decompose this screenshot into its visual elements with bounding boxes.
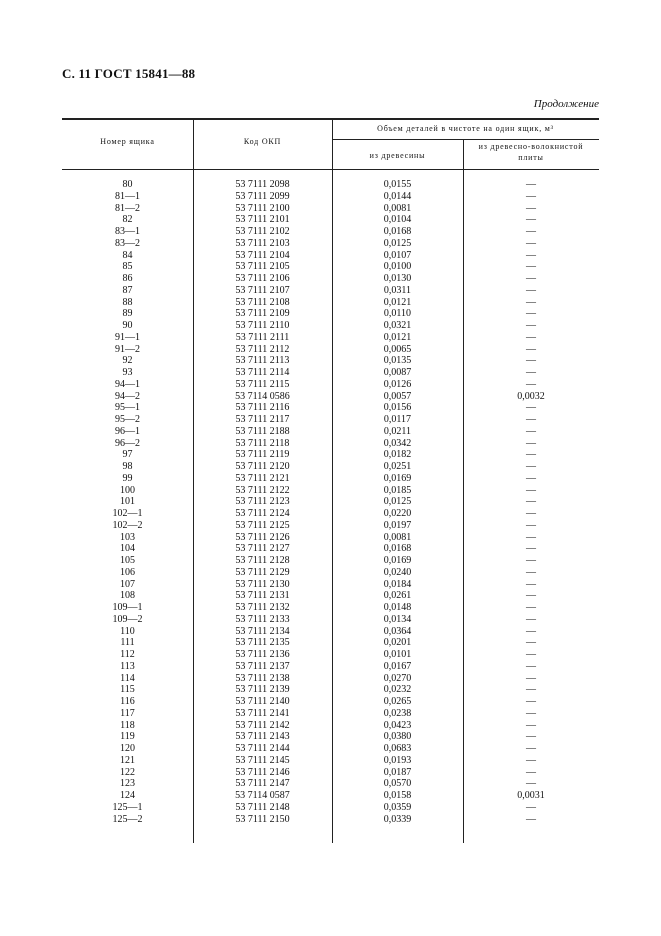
- table-row: [62, 261, 599, 273]
- okp-code-cell: 53 7111 2111: [235, 331, 290, 343]
- fiberboard-volume-cell: —: [526, 202, 536, 214]
- wood-volume-cell: 0,0311: [383, 284, 412, 296]
- okp-code-cell: 53 7111 2128: [235, 555, 290, 566]
- table-row: [62, 320, 599, 332]
- table-row: [62, 520, 599, 532]
- table-row: [62, 203, 599, 215]
- okp-code-cell: 53 7111 2105: [235, 261, 290, 273]
- table-row: [62, 696, 599, 708]
- okp-code-cell: 53 7111 2125: [235, 519, 290, 531]
- wood-volume-cell: 0,0148: [383, 602, 412, 613]
- wood-volume-cell: 0,0104: [383, 214, 412, 226]
- box-number-cell: 120: [120, 743, 135, 754]
- table-row: [62, 179, 599, 191]
- wood-volume-cell: 0,0184: [383, 578, 412, 590]
- box-number-cell: 115: [120, 684, 135, 696]
- box-number-cell: 94—1: [115, 378, 140, 390]
- table-row: [62, 414, 599, 426]
- wood-volume-cell: 0,0359: [383, 801, 412, 813]
- okp-code-cell: 53 7111 2123: [235, 496, 290, 508]
- fiberboard-volume-cell: —: [526, 743, 536, 754]
- table-row: [62, 802, 599, 814]
- table-row: [62, 273, 599, 285]
- table-row: [62, 344, 599, 356]
- fiberboard-volume-cell: —: [526, 414, 536, 425]
- okp-code-cell: 53 7111 2108: [235, 296, 290, 308]
- fiberboard-volume-cell: —: [526, 261, 536, 273]
- wood-volume-cell: 0,0087: [383, 367, 412, 378]
- fiberboard-volume-cell: —: [526, 660, 536, 672]
- fiberboard-volume-cell: —: [526, 284, 536, 296]
- wood-volume-cell: 0,0169: [383, 555, 412, 566]
- wood-volume-cell: 0,0321: [383, 320, 412, 331]
- table-row: [62, 449, 599, 461]
- wood-volume-cell: 0,0158: [383, 790, 412, 801]
- fiberboard-volume-cell: —: [526, 731, 536, 743]
- fiberboard-volume-cell: —: [526, 355, 536, 367]
- okp-code-cell: 53 7111 2144: [235, 743, 290, 754]
- box-number-cell: 95—2: [115, 414, 140, 425]
- okp-code-cell: 53 7111 2099: [235, 190, 290, 202]
- fiberboard-volume-cell: —: [526, 590, 536, 602]
- fiberboard-volume-cell: 0,0032: [517, 390, 545, 402]
- table-row: [62, 755, 599, 767]
- table-row: [62, 297, 599, 309]
- wood-volume-cell: 0,0265: [383, 696, 412, 707]
- box-number-cell: 90: [122, 320, 133, 331]
- okp-code-cell: 53 7111 2102: [235, 226, 290, 237]
- box-number-cell: 83—2: [115, 237, 140, 249]
- okp-code-cell: 53 7111 2142: [235, 719, 290, 731]
- fiberboard-volume-cell: —: [526, 649, 536, 660]
- okp-code-cell: 53 7111 2139: [235, 684, 290, 696]
- wood-volume-cell: 0,0081: [383, 202, 412, 214]
- fiberboard-volume-cell: —: [526, 813, 536, 825]
- okp-code-cell: 53 7111 2129: [235, 566, 290, 578]
- table-row: [62, 332, 599, 344]
- okp-code-cell: 53 7114 0587: [235, 790, 290, 801]
- table-row: [62, 308, 599, 320]
- fiberboard-volume-cell: —: [526, 273, 536, 284]
- fiberboard-volume-cell: —: [526, 801, 536, 813]
- okp-code-cell: 53 7111 2132: [235, 602, 290, 613]
- wood-volume-cell: 0,0182: [383, 449, 412, 461]
- box-number-cell: 114: [120, 672, 135, 684]
- table-row: [62, 778, 599, 790]
- fiberboard-volume-cell: —: [526, 308, 536, 320]
- table-row: [62, 814, 599, 826]
- table-row: [62, 649, 599, 661]
- okp-code-cell: 53 7111 2136: [235, 649, 290, 660]
- table-row: [62, 226, 599, 238]
- fiberboard-volume-cell: —: [526, 484, 536, 496]
- fiberboard-volume-cell: —: [526, 226, 536, 237]
- table-row: [62, 602, 599, 614]
- table-row: [62, 238, 599, 250]
- table-row: [62, 355, 599, 367]
- okp-code-cell: 53 7111 2107: [235, 284, 290, 296]
- wood-volume-cell: 0,0423: [383, 719, 412, 731]
- wood-volume-cell: 0,0155: [383, 179, 412, 190]
- box-number-cell: 82: [122, 214, 133, 226]
- okp-code-cell: 53 7111 2118: [235, 437, 290, 449]
- wood-volume-cell: 0,0167: [383, 660, 412, 672]
- table-row: [62, 720, 599, 732]
- fiberboard-volume-cell: —: [526, 578, 536, 590]
- box-number-cell: 96—1: [115, 425, 140, 437]
- box-number-cell: 124: [120, 790, 135, 801]
- header-fiberboard-line1: из древесно-волокнистой: [478, 142, 584, 151]
- table-row: [62, 708, 599, 720]
- okp-code-cell: 53 7111 2147: [235, 778, 290, 790]
- table-row: [62, 250, 599, 262]
- wood-volume-cell: 0,0364: [383, 625, 412, 637]
- wood-volume-cell: 0,0187: [383, 766, 412, 778]
- fiberboard-volume-cell: —: [526, 214, 536, 226]
- box-number-cell: 109—1: [112, 602, 143, 613]
- fiberboard-volume-cell: —: [526, 531, 536, 543]
- fiberboard-volume-cell: —: [526, 402, 536, 414]
- box-number-cell: 116: [120, 696, 135, 707]
- wood-volume-cell: 0,0110: [383, 308, 412, 320]
- fiberboard-volume-cell: —: [526, 296, 536, 308]
- box-number-cell: 117: [120, 707, 135, 719]
- box-number-cell: 98: [122, 461, 133, 472]
- okp-code-cell: 53 7111 2122: [235, 484, 290, 496]
- fiberboard-volume-cell: —: [526, 237, 536, 249]
- fiberboard-volume-cell: —: [526, 190, 536, 202]
- fiberboard-volume-cell: —: [526, 707, 536, 719]
- table-row: [62, 191, 599, 203]
- header-fiberboard: [463, 141, 599, 163]
- wood-volume-cell: 0,0261: [383, 590, 412, 602]
- box-number-cell: 107: [120, 578, 135, 590]
- fiberboard-volume-cell: —: [526, 367, 536, 378]
- box-number-cell: 95—1: [115, 402, 140, 414]
- box-number-cell: 108: [120, 590, 135, 602]
- box-number-cell: 121: [120, 754, 135, 766]
- wood-volume-cell: 0,0380: [383, 731, 412, 743]
- table-row: [62, 743, 599, 755]
- wood-volume-cell: 0,0135: [383, 355, 412, 367]
- table-row: [62, 473, 599, 485]
- okp-code-cell: 53 7111 2130: [235, 578, 290, 590]
- fiberboard-volume-cell: —: [526, 320, 536, 331]
- header-mid-rule: [332, 139, 599, 140]
- box-number-cell: 94—2: [115, 390, 140, 402]
- fiberboard-volume-cell: —: [526, 719, 536, 731]
- okp-code-cell: 53 7111 2113: [235, 355, 290, 367]
- box-number-cell: 113: [120, 660, 135, 672]
- wood-volume-cell: 0,0081: [383, 531, 412, 543]
- fiberboard-volume-cell: —: [526, 519, 536, 531]
- okp-code-cell: 53 7111 2117: [235, 414, 290, 425]
- table-row: [62, 532, 599, 544]
- box-number-cell: 84: [122, 249, 133, 261]
- wood-volume-cell: 0,0117: [383, 414, 412, 425]
- fiberboard-volume-cell: —: [526, 378, 536, 390]
- fiberboard-volume-cell: —: [526, 461, 536, 472]
- okp-code-cell: 53 7111 2126: [235, 531, 290, 543]
- table-row: [62, 426, 599, 438]
- table-row: [62, 684, 599, 696]
- wood-volume-cell: 0,0169: [383, 472, 412, 484]
- wood-volume-cell: 0,0342: [383, 437, 412, 449]
- fiberboard-volume-cell: —: [526, 425, 536, 437]
- okp-code-cell: 53 7114 0586: [235, 390, 290, 402]
- box-number-cell: 105: [120, 555, 135, 566]
- table-row: [62, 579, 599, 591]
- okp-code-cell: 53 7111 2110: [235, 320, 290, 331]
- okp-code-cell: 53 7111 2150: [235, 813, 290, 825]
- wood-volume-cell: 0,0121: [383, 296, 412, 308]
- table-row: [62, 438, 599, 450]
- fiberboard-volume-cell: —: [526, 696, 536, 707]
- table-top-rule: [62, 118, 599, 120]
- okp-code-cell: 53 7111 2188: [235, 425, 290, 437]
- fiberboard-volume-cell: —: [526, 766, 536, 778]
- okp-code-cell: 53 7111 2143: [235, 731, 290, 743]
- fiberboard-volume-cell: —: [526, 249, 536, 261]
- box-number-cell: 103: [120, 531, 135, 543]
- fiberboard-volume-cell: —: [526, 437, 536, 449]
- okp-code-cell: 53 7111 2115: [235, 378, 290, 390]
- box-number-cell: 125—2: [112, 813, 143, 825]
- fiberboard-volume-cell: —: [526, 496, 536, 508]
- table-row: [62, 614, 599, 626]
- table-row: [62, 590, 599, 602]
- table-row: [62, 461, 599, 473]
- box-number-cell: 102—1: [112, 508, 143, 519]
- wood-volume-cell: 0,0057: [383, 390, 412, 402]
- box-number-cell: 93: [122, 367, 133, 378]
- okp-code-cell: 53 7111 2145: [235, 754, 290, 766]
- fiberboard-volume-cell: —: [526, 684, 536, 696]
- wood-volume-cell: 0,0201: [383, 637, 412, 649]
- table-row: [62, 391, 599, 403]
- wood-volume-cell: 0,0193: [383, 754, 412, 766]
- okp-code-cell: 53 7111 2131: [235, 590, 290, 602]
- box-number-cell: 109—2: [112, 613, 143, 625]
- table-row: [62, 285, 599, 297]
- okp-code-cell: 53 7111 2133: [235, 613, 290, 625]
- wood-volume-cell: 0,0121: [383, 331, 412, 343]
- fiberboard-volume-cell: —: [526, 778, 536, 790]
- okp-code-cell: 53 7111 2120: [235, 461, 290, 472]
- box-number-cell: 101: [120, 496, 135, 508]
- fiberboard-volume-cell: —: [526, 625, 536, 637]
- okp-code-cell: 53 7111 2109: [235, 308, 290, 320]
- okp-code-cell: 53 7111 2098: [235, 179, 290, 190]
- table-row: [62, 731, 599, 743]
- table-row: [62, 214, 599, 226]
- box-number-cell: 125—1: [112, 801, 143, 813]
- table-row: [62, 485, 599, 497]
- okp-code-cell: 53 7111 2140: [235, 696, 290, 707]
- okp-code-cell: 53 7111 2127: [235, 543, 290, 555]
- fiberboard-volume-cell: —: [526, 566, 536, 578]
- box-number-cell: 96—2: [115, 437, 140, 449]
- table-row: [62, 637, 599, 649]
- okp-code-cell: 53 7111 2138: [235, 672, 290, 684]
- fiberboard-volume-cell: —: [526, 754, 536, 766]
- wood-volume-cell: 0,0134: [383, 613, 412, 625]
- wood-volume-cell: 0,0100: [383, 261, 412, 273]
- page-title: С. 11 ГОСТ 15841—88: [62, 66, 196, 81]
- okp-code-cell: 53 7111 2104: [235, 249, 290, 261]
- box-number-cell: 91—2: [115, 343, 140, 355]
- table-row: [62, 661, 599, 673]
- okp-code-cell: 53 7111 2148: [235, 801, 290, 813]
- fiberboard-volume-cell: 0,0031: [517, 790, 545, 801]
- box-number-cell: 102—2: [112, 519, 143, 531]
- header-volume-group: Объем деталей в чистоте на один ящик, м³: [377, 124, 554, 133]
- box-number-cell: 80: [122, 179, 133, 190]
- fiberboard-volume-cell: —: [526, 637, 536, 649]
- fiberboard-volume-cell: —: [526, 555, 536, 566]
- table-row: [62, 626, 599, 638]
- box-number-cell: 92: [122, 355, 133, 367]
- header-box-number: Номер ящика: [100, 137, 155, 146]
- okp-code-cell: 53 7111 2114: [235, 367, 290, 378]
- okp-code-cell: 53 7111 2135: [235, 637, 290, 649]
- wood-volume-cell: 0,0185: [383, 484, 412, 496]
- box-number-cell: 89: [122, 308, 133, 320]
- header-okp-code: Код ОКП: [243, 137, 282, 146]
- box-number-cell: 86: [122, 273, 133, 284]
- wood-volume-cell: 0,0125: [383, 237, 412, 249]
- wood-volume-cell: 0,0211: [383, 425, 412, 437]
- okp-code-cell: 53 7111 2106: [235, 273, 290, 284]
- box-number-cell: 106: [120, 566, 135, 578]
- box-number-cell: 122: [120, 766, 135, 778]
- wood-volume-cell: 0,0251: [383, 461, 412, 472]
- fiberboard-volume-cell: —: [526, 672, 536, 684]
- wood-volume-cell: 0,0130: [383, 273, 412, 284]
- continued-label: Продолжение: [533, 98, 599, 110]
- okp-code-cell: 53 7111 2121: [235, 472, 290, 484]
- wood-volume-cell: 0,0683: [383, 743, 412, 754]
- header-bottom-rule: [62, 169, 599, 170]
- table-row: [62, 767, 599, 779]
- header-fiberboard-line2: плиты: [518, 153, 544, 162]
- okp-code-cell: 53 7111 2112: [235, 343, 290, 355]
- okp-code-cell: 53 7111 2141: [235, 707, 290, 719]
- fiberboard-volume-cell: —: [526, 602, 536, 613]
- wood-volume-cell: 0,0339: [383, 813, 412, 825]
- box-number-cell: 110: [120, 625, 135, 637]
- box-number-cell: 119: [120, 731, 135, 743]
- okp-code-cell: 53 7111 2116: [235, 402, 290, 414]
- box-number-cell: 87: [122, 284, 133, 296]
- wood-volume-cell: 0,0570: [383, 778, 412, 790]
- table-row: [62, 673, 599, 685]
- fiberboard-volume-cell: —: [526, 508, 536, 519]
- table-row: [62, 496, 599, 508]
- wood-volume-cell: 0,0168: [383, 543, 412, 555]
- box-number-cell: 97: [122, 449, 133, 461]
- box-number-cell: 83—1: [115, 226, 140, 237]
- box-number-cell: 111: [120, 637, 135, 649]
- box-number-cell: 81—2: [115, 202, 140, 214]
- wood-volume-cell: 0,0270: [383, 672, 412, 684]
- box-number-cell: 81—1: [115, 190, 140, 202]
- okp-code-cell: 53 7111 2134: [235, 625, 290, 637]
- fiberboard-volume-cell: —: [526, 543, 536, 555]
- box-number-cell: 118: [120, 719, 135, 731]
- table-row: [62, 543, 599, 555]
- fiberboard-volume-cell: —: [526, 613, 536, 625]
- okp-code-cell: 53 7111 2119: [235, 449, 290, 461]
- box-number-cell: 104: [120, 543, 135, 555]
- okp-code-cell: 53 7111 2100: [235, 202, 290, 214]
- table-row: [62, 402, 599, 414]
- box-number-cell: 99: [122, 472, 133, 484]
- box-number-cell: 123: [120, 778, 135, 790]
- okp-code-cell: 53 7111 2124: [235, 508, 290, 519]
- wood-volume-cell: 0,0156: [383, 402, 412, 414]
- box-number-cell: 91—1: [115, 331, 140, 343]
- fiberboard-volume-cell: —: [526, 331, 536, 343]
- wood-volume-cell: 0,0238: [383, 707, 412, 719]
- okp-code-cell: 53 7111 2146: [235, 766, 290, 778]
- table-row: [62, 367, 599, 379]
- fiberboard-volume-cell: —: [526, 449, 536, 461]
- wood-volume-cell: 0,0107: [383, 249, 412, 261]
- table-row: [62, 555, 599, 567]
- table-row: [62, 508, 599, 520]
- table-row: [62, 379, 599, 391]
- wood-volume-cell: 0,0125: [383, 496, 412, 508]
- wood-volume-cell: 0,0144: [383, 190, 412, 202]
- wood-volume-cell: 0,0197: [383, 519, 412, 531]
- wood-volume-cell: 0,0168: [383, 226, 412, 237]
- table-row: [62, 790, 599, 802]
- wood-volume-cell: 0,0232: [383, 684, 412, 696]
- box-number-cell: 112: [120, 649, 135, 660]
- fiberboard-volume-cell: —: [526, 179, 536, 190]
- wood-volume-cell: 0,0126: [383, 378, 412, 390]
- okp-code-cell: 53 7111 2137: [235, 660, 290, 672]
- fiberboard-volume-cell: —: [526, 343, 536, 355]
- box-number-cell: 88: [122, 296, 133, 308]
- wood-volume-cell: 0,0065: [383, 343, 412, 355]
- fiberboard-volume-cell: —: [526, 472, 536, 484]
- okp-code-cell: 53 7111 2103: [235, 237, 290, 249]
- box-number-cell: 85: [122, 261, 133, 273]
- wood-volume-cell: 0,0240: [383, 566, 412, 578]
- wood-volume-cell: 0,0101: [383, 649, 412, 660]
- box-number-cell: 100: [120, 484, 135, 496]
- table-row: [62, 567, 599, 579]
- header-wood: из древесины: [369, 151, 426, 160]
- okp-code-cell: 53 7111 2101: [235, 214, 290, 226]
- wood-volume-cell: 0,0220: [383, 508, 412, 519]
